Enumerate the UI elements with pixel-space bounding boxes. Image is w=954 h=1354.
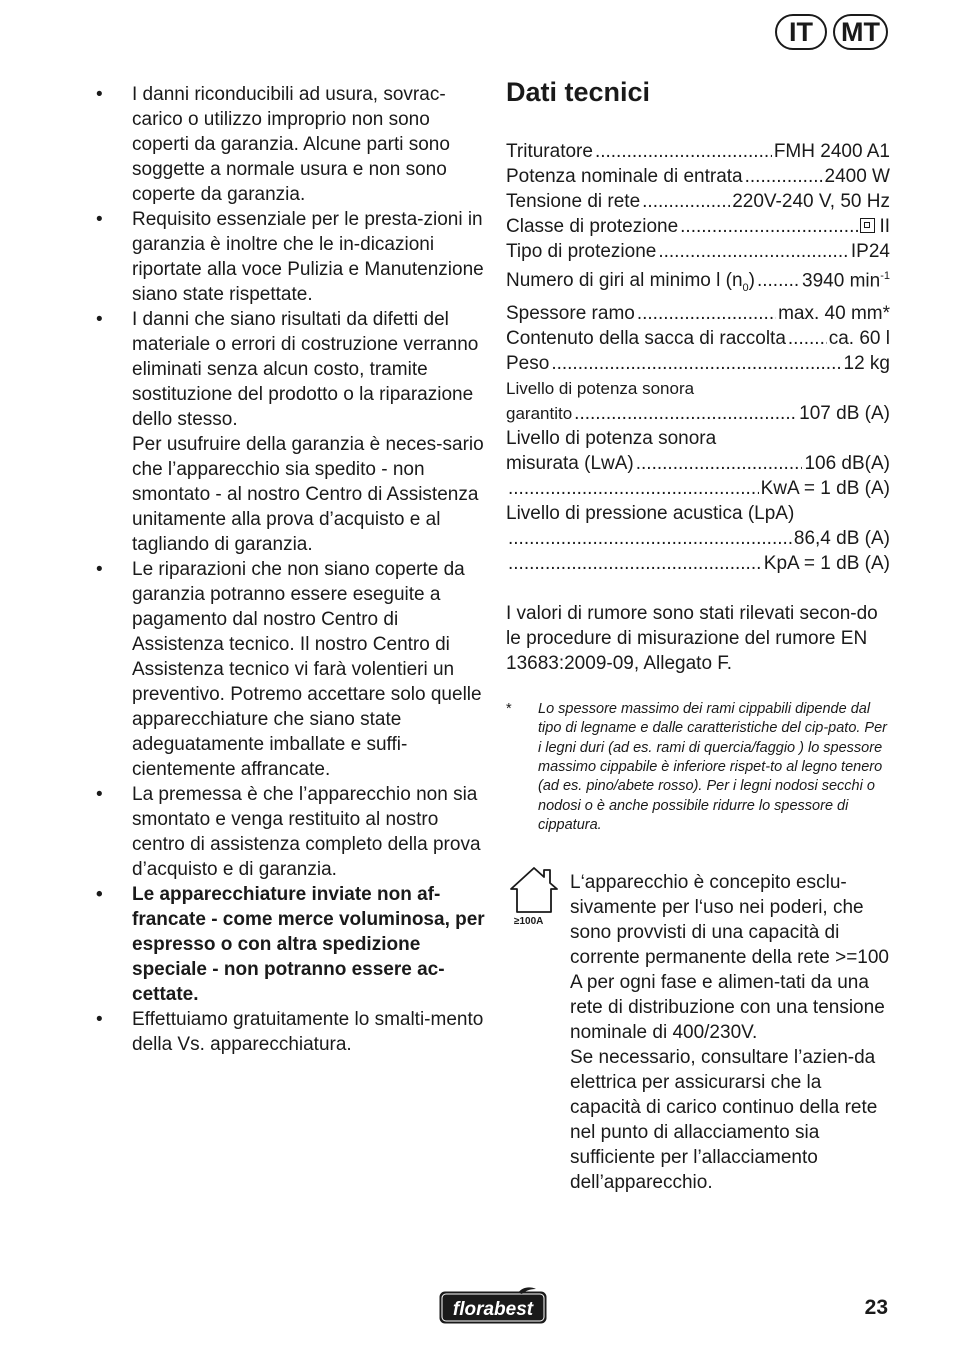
spec-value: 106 dB(A) (804, 453, 890, 475)
spec-label-line: Livello di potenza sonora (506, 379, 695, 399)
page-number: 23 (864, 1296, 888, 1319)
spec-value: 107 dB (A) (799, 403, 890, 425)
dot-leader (637, 301, 776, 326)
spec-value-text: II (879, 216, 890, 237)
spec-label-text: Numero di giri al minimo l (n (506, 270, 743, 292)
dot-leader (680, 214, 858, 239)
dot-leader (757, 268, 800, 293)
spec-value (802, 264, 890, 293)
spec-label: Tensione di rete (506, 191, 641, 212)
footnote-marker: * (506, 701, 512, 718)
spec-row-potenza-sonora-misurata (506, 451, 890, 476)
list-item-text: • Effettuiamo gratuitamente lo smalti-mento della Vs. apparecchiatura. (132, 1009, 484, 1055)
warranty-bullet-list (96, 82, 486, 1057)
spec-row-tipo (506, 239, 890, 264)
spec-row-trituratore (506, 139, 890, 164)
spec-label: Peso (506, 353, 550, 375)
spec-label-line: Livello di pressione acustica (LpA) (506, 503, 795, 525)
protection-class-icon (860, 218, 875, 233)
dot-leader (745, 164, 823, 189)
language-badge-mt: MT (833, 14, 888, 50)
footnote-text: Lo spessore massimo dei rami cippabili dipende dal tipo di legname e dalle caratteristiche del cip-pato. Per i legni duri (ad es. rami di quercia/faggio ) lo spessore massimo cippabile è inferiore rispet-to al legno tenero (ad es. pino/abete rosso). Per i legni nodosi secchi o nodosi o è anche possibile ridurre lo spessore di cippatura. (538, 701, 887, 833)
spec-value: FMH 2400 A1 (773, 141, 890, 162)
spec-value: 220V-240 V, 50 Hz (732, 191, 890, 212)
spec-row-kwa (506, 476, 890, 501)
list-item-continuation: Per usufruire della garanzia è neces-sario che l’apparecchio sia spedito - non smontato - al nostro Centro di Assistenza unitamente alla prova d’acquisto e al tagliando di garanzia. (132, 434, 484, 555)
house-icon-label: ≥100A (514, 916, 544, 928)
dot-leader (574, 401, 797, 426)
spec-value: KwA = 1 dB (A) (760, 478, 890, 500)
list-item-text: • I danni riconducibili ad usura, sovrac-carico o utilizzo improprio non sono coperti da garanzia. Alcune parti sono soggette a normale usura e non sono coperte da garanzia. (132, 84, 450, 205)
dot-leader (788, 326, 827, 351)
dot-leader (595, 139, 772, 164)
spec-table (506, 139, 890, 576)
brand-name: florabest (452, 1299, 534, 1320)
spec-row-kpa (506, 551, 890, 576)
dot-leader (508, 476, 759, 501)
list-item-text: • Le apparecchiature inviate non af-francate - come merce voluminosa, per espresso o con altra spedizione speciale - non potranno essere ac-cettate. (132, 884, 485, 1005)
spec-row-potenza (506, 164, 890, 189)
spec-value: 86,4 dB (A) (793, 528, 890, 550)
dot-leader (636, 451, 803, 476)
spec-label: Trituratore (506, 141, 593, 162)
list-item (96, 207, 486, 307)
spec-value: IP24 (850, 241, 890, 262)
technical-data-column (506, 72, 890, 1195)
section-title: Dati tecnici (506, 77, 651, 107)
list-item (96, 557, 486, 782)
language-badge-it: IT (775, 14, 827, 50)
dot-leader (658, 239, 849, 264)
spec-label: misurata (LwA) (506, 453, 634, 475)
list-item-text: • La premessa è che l’apparecchio non sia smontato e venga restituito al nostro centro di assistenza completo della prova d’acquisto e di garanzia. (132, 784, 481, 880)
spec-label: Classe di protezione (506, 216, 679, 237)
spec-row-contenuto (506, 326, 890, 351)
language-badges (775, 14, 888, 50)
list-item-bold (96, 882, 486, 1007)
spec-value-text: 3940 min (802, 270, 881, 292)
list-item-text: • Le riparazioni che non siano coperte da garanzia potranno essere eseguite a pagamento dal nostro Centro di Assistenza tecnico. Il nostro Centro di Assistenza tecnico vi farà volentieri un preventivo. Potremo accettare solo quelle apparecchiature che siano state adeguatamente imballate e suffi-cientemente affrancate. (132, 559, 482, 780)
spec-row-pressione (506, 526, 890, 551)
spec-label: Contenuto della sacca di raccolta (506, 328, 786, 350)
dot-leader (642, 189, 730, 214)
spec-label (506, 268, 755, 301)
spec-row-spessore (506, 301, 890, 326)
spec-value: 2400 W (824, 166, 890, 187)
list-item-text: • Requisito essenziale per le presta-zioni in garanzia è inoltre che le in-dicazioni riportate alla voce Pulizia e Manutenzione siano state rispettate. (132, 209, 484, 305)
power-supply-note (506, 870, 890, 1195)
spec-label-end: ) (748, 270, 755, 292)
spec-value: max. 40 mm* (778, 303, 890, 325)
spec-row-giri (506, 264, 890, 301)
spec-label: Potenza nominale di entrata (506, 166, 743, 187)
spec-label: Spessore ramo (506, 303, 635, 325)
spec-row-peso (506, 351, 890, 376)
dot-leader (508, 526, 792, 551)
spec-value-superscript: -1 (880, 270, 890, 282)
noise-measurement-note: I valori di rumore sono stati rilevati secon-do le procedure di misurazione del rumore EN 13683:2009-09, Allegato F. (506, 603, 878, 675)
power-supply-text-2: Se necessario, consultare l’azien-da elettrica per assicurarsi che la capacità di carico continuo della rete nel punto di allacciamento sia sufficiente per l’allacciamento dell’apparecchio. (570, 1047, 878, 1194)
list-item (96, 782, 486, 882)
florabest-logo (438, 1286, 548, 1326)
list-item-text: • I danni che siano risultati da difetti del materiale o errori di costruzione verranno eliminati senza alcun costo, tramite sostituzione del prodotto o la riparazione dello stesso. (132, 309, 479, 430)
list-item (96, 1007, 486, 1057)
dot-leader (508, 551, 762, 576)
spec-label-line: Livello di potenza sonora (506, 428, 717, 450)
spec-row-classe (506, 214, 890, 239)
list-item (96, 82, 486, 207)
spec-value (860, 214, 890, 239)
spec-label: Tipo di protezione (506, 241, 657, 262)
dot-leader (551, 351, 841, 376)
spec-row-tensione (506, 189, 890, 214)
spec-row-potenza-sonora-garantito (506, 401, 890, 426)
power-supply-text: L‘apparecchio è concepito esclu-sivamente per l‘uso nei poderi, che sono provvisti di una capacità di corrente permanente della rete >=100 A per ogni fase e alimen-tati da una rete di distribuzione con una tensione nominale di 400/230V. (570, 872, 889, 1044)
warranty-conditions-column (96, 82, 486, 1057)
spec-label: garantito (506, 404, 573, 424)
spec-value: 12 kg (843, 353, 890, 375)
spec-value: ca. 60 l (828, 328, 890, 350)
footnote (506, 700, 890, 835)
spec-label-subscript: 0 (742, 282, 749, 295)
spec-value: KpA = 1 dB (A) (763, 553, 890, 575)
list-item (96, 307, 486, 557)
